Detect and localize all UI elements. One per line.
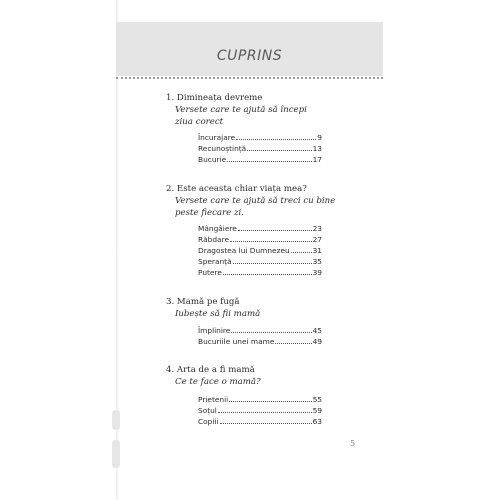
section-title: 3. Mamă pe fugă (166, 297, 240, 307)
toc-entry[interactable] (198, 324, 322, 335)
section-title: 2. Este aceasta chiar viața mea? (166, 184, 307, 194)
page-edge-mark (112, 410, 120, 430)
toc-entry[interactable] (198, 404, 322, 415)
toc-entry-page: 35 (312, 257, 322, 266)
dot-leader (218, 404, 312, 413)
toc-entry[interactable] (198, 266, 322, 277)
page-number: 5 (350, 439, 356, 448)
dot-leader (220, 415, 312, 424)
toc-entry-label: Mângâiere (198, 224, 237, 233)
dot-leader (238, 222, 312, 231)
toc-entry-label: Împlinire (198, 326, 231, 335)
toc-entry-label: Dragostea lui Dumnezeu (198, 246, 290, 255)
toc-entry[interactable] (198, 415, 322, 426)
toc-entry-label: Putere (198, 268, 222, 277)
dot-leader (223, 266, 312, 275)
dot-leader (227, 153, 311, 162)
toc-entry-page: 55 (312, 395, 322, 404)
toc-entry-label: Speranță (198, 257, 232, 266)
toc-entry[interactable] (198, 131, 322, 142)
toc-entry-page: 27 (312, 235, 322, 244)
dot-leader (230, 233, 312, 242)
toc-entry-label: Încurajare (198, 133, 236, 142)
toc-entry[interactable] (198, 244, 322, 255)
dot-leader (229, 393, 311, 402)
section-subtitle: Versete care te ajută să începi ziua corect (175, 105, 307, 127)
section-subtitle: Ce te face o mamă? (175, 377, 261, 387)
toc-entry-label: Recunoștință (198, 144, 247, 153)
dot-leader (291, 244, 312, 253)
dot-leader (231, 324, 311, 333)
toc-entry[interactable] (198, 233, 322, 244)
toc-entry[interactable] (198, 142, 322, 153)
section-subtitle: Iubește să fii mamă (175, 309, 261, 319)
toc-entry-page: 9 (317, 133, 322, 142)
toc-entry-page: 23 (312, 224, 322, 233)
toc-entry-page: 63 (312, 417, 322, 426)
header-divider (116, 77, 383, 79)
toc-entry-page: 13 (312, 144, 322, 153)
toc-entry[interactable] (198, 335, 322, 346)
dot-leader (275, 335, 311, 344)
toc-entry-label: Bucurie (198, 155, 227, 164)
toc-entry[interactable] (198, 255, 322, 266)
dot-leader (247, 142, 311, 151)
toc-entry-label: Soțul (198, 406, 217, 415)
toc-entry[interactable] (198, 153, 322, 164)
toc-entry[interactable] (198, 222, 322, 233)
toc-entry-label: Prietenii (198, 395, 229, 404)
toc-entry-page: 31 (312, 246, 322, 255)
dot-leader (236, 131, 316, 140)
toc-entry-page: 39 (312, 268, 322, 277)
section-title: 4. Arta de a fi mamă (166, 365, 255, 375)
section-subtitle: Versete care te ajută să treci cu bine peste fiecare zi. (175, 196, 336, 218)
section-title: 1. Dimineața devreme (166, 93, 263, 103)
toc-entry-page: 45 (312, 326, 322, 335)
toc-entry-label: Bucuriile unei mame (198, 337, 275, 346)
toc-entry-page: 59 (312, 406, 322, 415)
page-edge-mark (112, 440, 120, 468)
toc-entry-page: 17 (312, 155, 322, 164)
toc-entry-label: Răbdare (198, 235, 229, 244)
toc-entry-page: 49 (312, 337, 322, 346)
page-title: CUPRINS (216, 48, 283, 64)
dot-leader (233, 255, 312, 264)
toc-entry-label: Copiii (198, 417, 219, 426)
toc-entry[interactable] (198, 393, 322, 404)
